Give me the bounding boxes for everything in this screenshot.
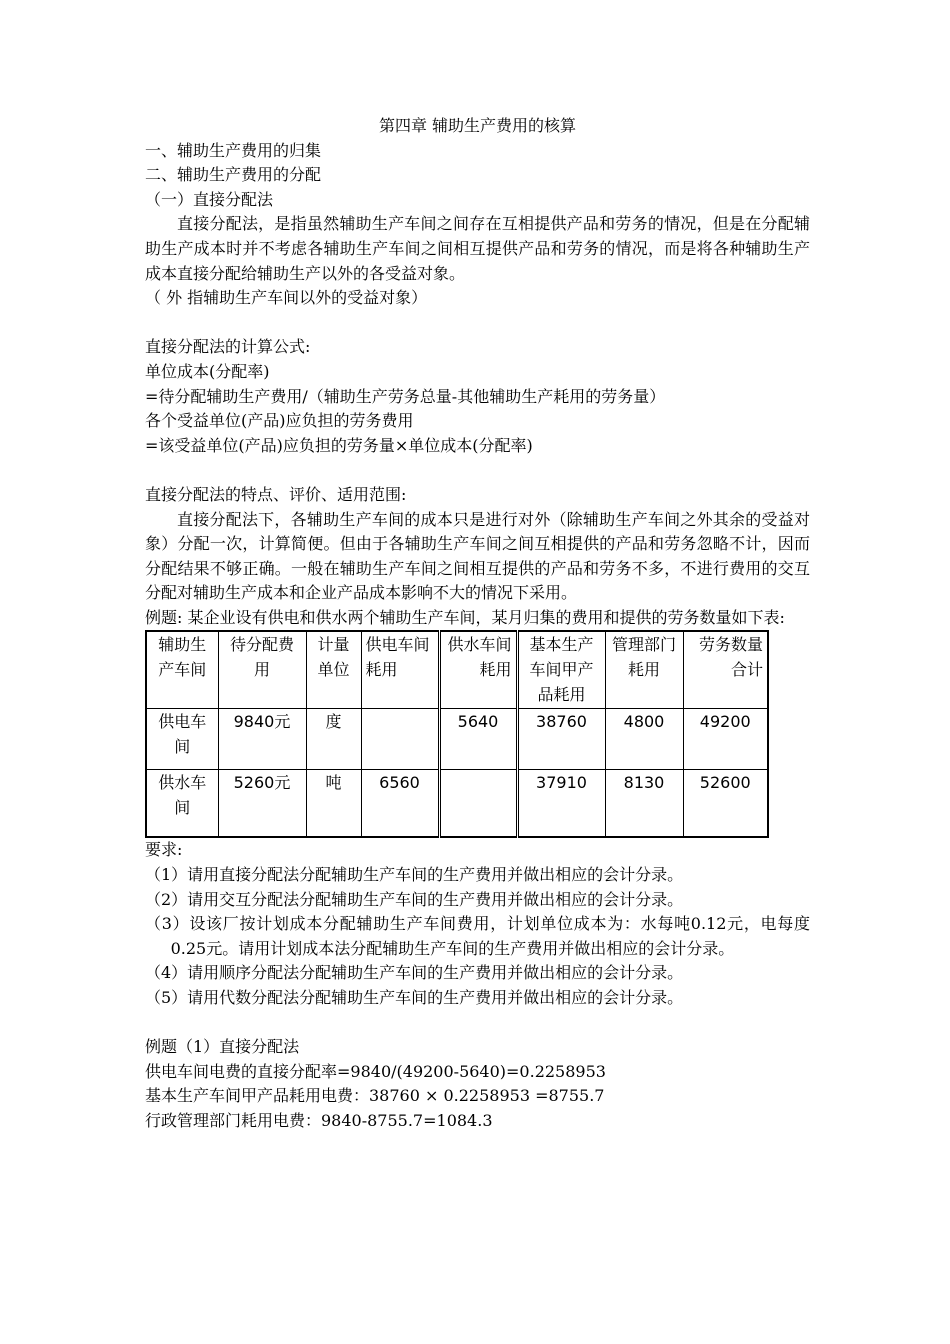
table-header-row — [146, 631, 768, 709]
table-cell: 4800 — [605, 709, 683, 770]
spacer — [145, 458, 810, 483]
subsection-direct-method: （一）直接分配法 — [145, 189, 274, 209]
table-cell — [439, 770, 517, 838]
requirement-item: （1）请用直接分配法分配辅助生产车间的生产费用并做出相应的会计分录。 — [145, 865, 684, 885]
spacer — [145, 1011, 810, 1036]
section-heading-collection: 一、辅助生产费用的归集 — [145, 140, 322, 160]
solution-line-2: 基本生产车间甲产品耗用电费：38760 × 0.2258953 =8755.7 — [145, 1086, 605, 1106]
requirement-item: （2）请用交互分配法分配辅助生产车间的生产费用并做出相应的会计分录。 — [145, 889, 684, 909]
table-cell: 52600 — [683, 770, 768, 838]
solution-heading: 例题（1）直接分配法 — [145, 1037, 300, 1057]
table-cell: 9840元 — [218, 709, 306, 770]
table-header-cell: 管理部门耗用 — [605, 631, 683, 709]
chapter-title: 第四章 辅助生产费用的核算 — [378, 116, 577, 135]
table-header-cell: 基本生产车间甲产品耗用 — [517, 631, 605, 709]
table-header-cell: 待分配费用 — [218, 631, 306, 709]
features-paragraph: 直接分配法下，各辅助生产车间的成本只是进行对外（除辅助生产车间之外其余的受益对象）分配一次，计算简便。但由于各辅助生产车间之间互相提供的产品和劳务忽略不计，因而分配结果不够正确。一般在辅助生产车间之间相互提供的产品和劳务不多，不进行费用的交互分配对辅助生产成本和企业产品成本影响不大的情况下采用。 — [145, 509, 810, 603]
table-header-cell: 供水车间耗用 — [439, 631, 517, 709]
formula-line-1: 单位成本(分配率) — [145, 361, 270, 381]
table-cell: 度 — [306, 709, 361, 770]
table-header-cell: 劳务数量合计 — [683, 631, 768, 709]
requirement-item: （4）请用顺序分配法分配辅助生产车间的生产费用并做出相应的会计分录。 — [145, 963, 684, 983]
allocation-table — [145, 630, 769, 838]
formula-heading: 直接分配法的计算公式: — [145, 337, 311, 357]
solution-line-1: 供电车间电费的直接分配率=9840/(49200-5640)=0.2258953 — [145, 1061, 606, 1081]
table-cell: 6560 — [361, 770, 439, 838]
intro-note: （ 外 指辅助生产车间以外的受益对象） — [145, 288, 428, 308]
formula-line-2: =待分配辅助生产费用/（辅助生产劳务总量-其他辅助生产耗用的劳务量） — [145, 386, 666, 406]
table-row — [146, 709, 768, 770]
table-cell: 供水车间 — [146, 770, 218, 838]
table-cell: 吨 — [306, 770, 361, 838]
table-header-cell: 辅助生产车间 — [146, 631, 218, 709]
section-heading-allocation: 二、辅助生产费用的分配 — [145, 165, 322, 185]
solution-line-3: 行政管理部门耗用电费：9840-8755.7=1084.3 — [145, 1111, 493, 1130]
requirements-heading: 要求: — [145, 840, 183, 860]
table-cell: 49200 — [683, 709, 768, 770]
document-page — [145, 114, 810, 1134]
requirement-item: （5）请用代数分配法分配辅助生产车间的生产费用并做出相应的会计分录。 — [145, 988, 684, 1008]
table-cell: 5640 — [439, 709, 517, 770]
table-cell: 38760 — [517, 709, 605, 770]
requirement-item: （3）设该厂按计划成本分配辅助生产车间费用，计划单位成本为：水每吨0.12元，电每度0.25元。请用计划成本法分配辅助生产车间的生产费用并做出相应的会计分录。 — [145, 914, 810, 958]
example-intro: 例题: 某企业设有供电和供水两个辅助生产车间，某月归集的费用和提供的劳务数量如下表: — [145, 607, 785, 627]
table-row — [146, 770, 768, 838]
formula-line-3: 各个受益单位(产品)应负担的劳务费用 — [145, 411, 414, 431]
table-cell: 8130 — [605, 770, 683, 838]
table-cell: 供电车间 — [146, 709, 218, 770]
features-heading: 直接分配法的特点、评价、适用范围: — [145, 484, 407, 504]
table-cell: 5260元 — [218, 770, 306, 838]
table-cell — [361, 709, 439, 770]
table-header-cell: 供电车间耗用 — [361, 631, 439, 709]
table-header-cell: 计量单位 — [306, 631, 361, 709]
spacer — [145, 311, 810, 336]
formula-line-4: =该受益单位(产品)应负担的劳务量×单位成本(分配率) — [145, 435, 533, 455]
table-cell: 37910 — [517, 770, 605, 838]
intro-paragraph: 直接分配法，是指虽然辅助生产车间之间存在互相提供产品和劳务的情况，但是在分配辅助生产成本时并不考虑各辅助生产车间之间相互提供产品和劳务的情况，而是将各种辅助生产成本直接分配给辅助生产以外的各受益对象。 — [145, 214, 810, 283]
